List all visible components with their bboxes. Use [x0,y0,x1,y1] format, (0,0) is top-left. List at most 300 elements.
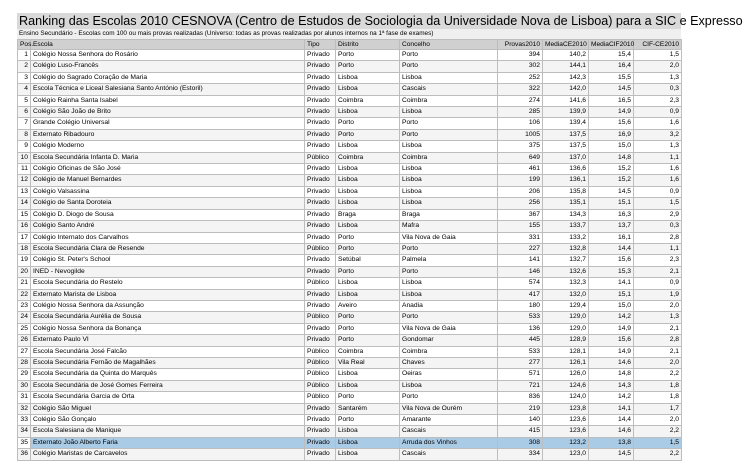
cell-distrito[interactable]: Setúbal [336,255,400,266]
cell-media-cif[interactable]: 16,3 [589,209,634,220]
cell-pos[interactable]: 26 [18,335,31,346]
cell-provas[interactable]: 140 [498,415,543,426]
table-row[interactable] [18,84,682,95]
table-row[interactable] [18,266,682,277]
cell-distrito[interactable]: Porto [336,232,400,243]
cell-provas[interactable]: 322 [498,84,543,95]
cell-provas[interactable]: 533 [498,346,543,357]
cell-distrito[interactable]: Porto [336,243,400,254]
cell-media-ce[interactable]: 129,4 [543,300,589,311]
cell-cif-ce[interactable]: 0,9 [634,186,682,197]
cell-tipo[interactable]: Privado [305,141,336,152]
cell-cif-ce[interactable]: 1,6 [634,164,682,175]
cell-pos[interactable]: 36 [18,449,31,460]
cell-media-cif[interactable]: 16,9 [589,129,634,140]
cell-media-ce[interactable]: 133,2 [543,232,589,243]
cell-cif-ce[interactable]: 0,3 [634,84,682,95]
cell-provas[interactable]: 219 [498,403,543,414]
table-row[interactable] [18,357,682,368]
cell-pos[interactable]: 6 [18,107,31,118]
table-row[interactable] [18,403,682,414]
cell-media-cif[interactable]: 14,5 [589,84,634,95]
cell-media-cif[interactable]: 14,8 [589,152,634,163]
cell-escola[interactable]: Escola Secundária José Falcão [31,346,305,357]
table-row[interactable] [18,289,682,300]
cell-concelho[interactable]: Porto [400,50,498,61]
cell-concelho[interactable]: Oeiras [400,369,498,380]
cell-media-ce[interactable]: 137,5 [543,141,589,152]
cell-provas[interactable]: 302 [498,61,543,72]
cell-cif-ce[interactable]: 1,5 [634,50,682,61]
cell-concelho[interactable]: Amarante [400,415,498,426]
cell-cif-ce[interactable]: 1,5 [634,437,682,448]
cell-media-ce[interactable]: 142,0 [543,84,589,95]
cell-tipo[interactable]: Privado [305,415,336,426]
cell-media-ce[interactable]: 144,1 [543,61,589,72]
cell-distrito[interactable]: Lisboa [336,107,400,118]
cell-concelho[interactable]: Lisboa [400,380,498,391]
table-row[interactable] [18,415,682,426]
cell-media-ce[interactable]: 129,0 [543,312,589,323]
cell-media-ce[interactable]: 123,6 [543,415,589,426]
cell-cif-ce[interactable]: 1,1 [634,243,682,254]
cell-escola[interactable]: Colégio St. Peter's School [31,255,305,266]
cell-provas[interactable]: 445 [498,335,543,346]
header-distrito[interactable]: Distrito [336,40,400,50]
cell-distrito[interactable]: Lisboa [336,380,400,391]
cell-provas[interactable]: 836 [498,392,543,403]
cell-distrito[interactable]: Lisboa [336,141,400,152]
cell-tipo[interactable]: Privado [305,95,336,106]
cell-media-ce[interactable]: 124,0 [543,392,589,403]
cell-provas[interactable]: 285 [498,107,543,118]
cell-provas[interactable]: 252 [498,72,543,83]
cell-distrito[interactable]: Braga [336,209,400,220]
cell-media-ce[interactable]: 132,0 [543,289,589,300]
cell-distrito[interactable]: Vila Real [336,357,400,368]
cell-cif-ce[interactable]: 2,1 [634,266,682,277]
cell-media-cif[interactable]: 14,1 [589,403,634,414]
cell-concelho[interactable]: Palmela [400,255,498,266]
cell-distrito[interactable]: Porto [336,118,400,129]
header-media-cif[interactable]: MediaCIF2010 [589,40,634,50]
cell-concelho[interactable]: Lisboa [400,289,498,300]
cell-pos[interactable]: 17 [18,232,31,243]
cell-provas[interactable]: 394 [498,50,543,61]
table-row[interactable] [18,118,682,129]
cell-pos[interactable]: 5 [18,95,31,106]
cell-media-ce[interactable]: 132,6 [543,266,589,277]
cell-media-cif[interactable]: 15,4 [589,50,634,61]
cell-tipo[interactable]: Privado [305,232,336,243]
cell-media-cif[interactable]: 15,1 [589,289,634,300]
cell-provas[interactable]: 331 [498,232,543,243]
cell-pos[interactable]: 19 [18,255,31,266]
table-row[interactable] [18,392,682,403]
table-row[interactable] [18,129,682,140]
cell-tipo[interactable]: Privado [305,437,336,448]
cell-tipo[interactable]: Público [305,278,336,289]
cell-concelho[interactable]: Lisboa [400,198,498,209]
header-cif-ce[interactable]: CIF-CE2010 [634,40,682,50]
cell-tipo[interactable]: Privado [305,72,336,83]
cell-tipo[interactable]: Privado [305,209,336,220]
cell-cif-ce[interactable]: 0,9 [634,278,682,289]
cell-provas[interactable]: 146 [498,266,543,277]
cell-media-cif[interactable]: 13,8 [589,437,634,448]
cell-media-ce[interactable]: 132,7 [543,255,589,266]
cell-tipo[interactable]: Público [305,243,336,254]
cell-provas[interactable]: 256 [498,198,543,209]
cell-media-ce[interactable]: 123,2 [543,437,589,448]
cell-provas[interactable]: 180 [498,300,543,311]
cell-provas[interactable]: 155 [498,221,543,232]
cell-pos[interactable]: 13 [18,186,31,197]
cell-distrito[interactable]: Lisboa [336,84,400,95]
cell-cif-ce[interactable]: 2,1 [634,346,682,357]
header-escola[interactable]: Escola [31,40,305,50]
cell-concelho[interactable]: Chaves [400,357,498,368]
cell-pos[interactable]: 21 [18,278,31,289]
cell-pos[interactable]: 32 [18,403,31,414]
cell-concelho[interactable]: Coimbra [400,152,498,163]
cell-escola[interactable]: Colégio D. Diogo de Sousa [31,209,305,220]
cell-concelho[interactable]: Porto [400,243,498,254]
cell-distrito[interactable]: Porto [336,323,400,334]
cell-provas[interactable]: 533 [498,312,543,323]
cell-media-cif[interactable]: 14,9 [589,107,634,118]
header-tipo[interactable]: Tipo [305,40,336,50]
cell-escola[interactable]: Colégio Nossa Senhora da Assunção [31,300,305,311]
cell-media-ce[interactable]: 141,6 [543,95,589,106]
cell-media-ce[interactable]: 142,3 [543,72,589,83]
cell-distrito[interactable]: Porto [336,50,400,61]
cell-escola[interactable]: Externato Marista de Lisboa [31,289,305,300]
cell-cif-ce[interactable]: 1,5 [634,198,682,209]
cell-media-cif[interactable]: 14,5 [589,186,634,197]
cell-distrito[interactable]: Porto [336,415,400,426]
cell-escola[interactable]: Colégio do Sagrado Coração de Maria [31,72,305,83]
cell-cif-ce[interactable]: 2,1 [634,323,682,334]
cell-cif-ce[interactable]: 2,0 [634,415,682,426]
cell-pos[interactable]: 1 [18,50,31,61]
cell-distrito[interactable]: Lisboa [336,72,400,83]
cell-escola[interactable]: Escola Secundária da Quinta do Marquês [31,369,305,380]
cell-tipo[interactable]: Privado [305,50,336,61]
cell-escola[interactable]: Externato João Alberto Faria [31,437,305,448]
cell-provas[interactable]: 571 [498,369,543,380]
cell-escola[interactable]: Grande Colégio Universal [31,118,305,129]
cell-pos[interactable]: 30 [18,380,31,391]
cell-media-ce[interactable]: 135,8 [543,186,589,197]
cell-media-ce[interactable]: 128,9 [543,335,589,346]
cell-provas[interactable]: 141 [498,255,543,266]
cell-escola[interactable]: Colégio Moderno [31,141,305,152]
cell-provas[interactable]: 199 [498,175,543,186]
cell-escola[interactable]: Colégio Valsassina [31,186,305,197]
cell-provas[interactable]: 574 [498,278,543,289]
cell-media-ce[interactable]: 126,1 [543,357,589,368]
cell-distrito[interactable]: Lisboa [336,198,400,209]
cell-cif-ce[interactable]: 2,9 [634,209,682,220]
cell-pos[interactable]: 18 [18,243,31,254]
cell-tipo[interactable]: Privado [305,403,336,414]
cell-escola[interactable]: Escola Técnica e Liceal Salesiana Santo António (Estoril) [31,84,305,95]
cell-concelho[interactable]: Cascais [400,426,498,437]
cell-distrito[interactable]: Lisboa [336,186,400,197]
cell-concelho[interactable]: Vila Nova de Gaia [400,232,498,243]
cell-provas[interactable]: 227 [498,243,543,254]
cell-tipo[interactable]: Privado [305,118,336,129]
table-row[interactable] [18,437,682,448]
cell-tipo[interactable]: Privado [305,164,336,175]
cell-escola[interactable]: Colégio de Santa Doroteia [31,198,305,209]
cell-media-ce[interactable]: 139,4 [543,118,589,129]
cell-cif-ce[interactable]: 0,3 [634,221,682,232]
cell-media-ce[interactable]: 140,2 [543,50,589,61]
cell-distrito[interactable]: Lisboa [336,221,400,232]
cell-media-cif[interactable]: 15,6 [589,255,634,266]
cell-concelho[interactable]: Lisboa [400,278,498,289]
cell-media-cif[interactable]: 13,7 [589,221,634,232]
cell-pos[interactable]: 35 [18,437,31,448]
cell-media-cif[interactable]: 16,1 [589,232,634,243]
table-row[interactable] [18,380,682,391]
cell-cif-ce[interactable]: 2,0 [634,357,682,368]
cell-pos[interactable]: 34 [18,426,31,437]
cell-concelho[interactable]: Coimbra [400,346,498,357]
cell-concelho[interactable]: Porto [400,392,498,403]
cell-cif-ce[interactable]: 1,3 [634,72,682,83]
cell-media-cif[interactable]: 16,4 [589,61,634,72]
cell-cif-ce[interactable]: 1,3 [634,141,682,152]
cell-media-ce[interactable]: 129,0 [543,323,589,334]
cell-concelho[interactable]: Porto [400,118,498,129]
cell-distrito[interactable]: Santarém [336,403,400,414]
cell-escola[interactable]: INED - Nevogilde [31,266,305,277]
cell-cif-ce[interactable]: 1,6 [634,175,682,186]
cell-provas[interactable]: 375 [498,141,543,152]
cell-concelho[interactable]: Lisboa [400,186,498,197]
table-row[interactable] [18,335,682,346]
cell-cif-ce[interactable]: 1,3 [634,312,682,323]
cell-escola[interactable]: Externato Ribadouro [31,129,305,140]
cell-escola[interactable]: Escola Secundária de José Gomes Ferreira [31,380,305,391]
cell-concelho[interactable]: Lisboa [400,72,498,83]
cell-tipo[interactable]: Privado [305,186,336,197]
header-media-ce[interactable]: MediaCE2010 [543,40,589,50]
cell-media-cif[interactable]: 16,5 [589,95,634,106]
header-pos[interactable]: Pos. [18,40,31,50]
cell-cif-ce[interactable]: 2,0 [634,61,682,72]
cell-cif-ce[interactable]: 1,9 [634,289,682,300]
cell-provas[interactable]: 649 [498,152,543,163]
cell-distrito[interactable]: Coimbra [336,152,400,163]
cell-media-cif[interactable]: 15,0 [589,300,634,311]
cell-media-cif[interactable]: 15,2 [589,175,634,186]
table-row[interactable] [18,107,682,118]
cell-provas[interactable]: 334 [498,449,543,460]
cell-media-cif[interactable]: 14,1 [589,278,634,289]
table-row[interactable] [18,50,682,61]
cell-escola[interactable]: Escola Secundária Clara de Resende [31,243,305,254]
table-row[interactable] [18,152,682,163]
cell-distrito[interactable]: Coimbra [336,346,400,357]
cell-distrito[interactable]: Aveiro [336,300,400,311]
table-row[interactable] [18,232,682,243]
table-row[interactable] [18,175,682,186]
cell-escola[interactable]: Externato Paulo VI [31,335,305,346]
cell-distrito[interactable]: Porto [336,392,400,403]
header-provas[interactable]: Provas2010 [498,40,543,50]
cell-media-ce[interactable]: 134,3 [543,209,589,220]
cell-pos[interactable]: 12 [18,175,31,186]
cell-concelho[interactable]: Arruda dos Vinhos [400,437,498,448]
cell-pos[interactable]: 20 [18,266,31,277]
cell-tipo[interactable]: Privado [305,198,336,209]
table-row[interactable] [18,255,682,266]
table-row[interactable] [18,209,682,220]
cell-distrito[interactable]: Lisboa [336,164,400,175]
cell-escola[interactable]: Colégio Internato dos Carvalhos [31,232,305,243]
cell-tipo[interactable]: Privado [305,175,336,186]
cell-provas[interactable]: 1005 [498,129,543,140]
cell-escola[interactable]: Colégio São João de Brito [31,107,305,118]
cell-tipo[interactable]: Privado [305,323,336,334]
cell-tipo[interactable]: Privado [305,255,336,266]
cell-escola[interactable]: Colégio Luso-Francês [31,61,305,72]
cell-provas[interactable]: 367 [498,209,543,220]
cell-concelho[interactable]: Cascais [400,449,498,460]
cell-pos[interactable]: 27 [18,346,31,357]
table-row[interactable] [18,61,682,72]
cell-escola[interactable]: Colégio Nossa Senhora do Rosário [31,50,305,61]
cell-pos[interactable]: 4 [18,84,31,95]
cell-media-ce[interactable]: 126,0 [543,369,589,380]
cell-tipo[interactable]: Privado [305,107,336,118]
table-row[interactable] [18,186,682,197]
cell-media-cif[interactable]: 15,5 [589,72,634,83]
cell-distrito[interactable]: Lisboa [336,369,400,380]
cell-pos[interactable]: 28 [18,357,31,368]
cell-escola[interactable]: Colégio Rainha Santa Isabel [31,95,305,106]
table-row[interactable] [18,72,682,83]
cell-media-ce[interactable]: 136,6 [543,164,589,175]
cell-escola[interactable]: Colégio São Miguel [31,403,305,414]
cell-tipo[interactable]: Público [305,380,336,391]
cell-concelho[interactable]: Braga [400,209,498,220]
cell-distrito[interactable]: Coimbra [336,95,400,106]
cell-tipo[interactable]: Público [305,346,336,357]
cell-concelho[interactable]: Mafra [400,221,498,232]
cell-tipo[interactable]: Privado [305,426,336,437]
cell-escola[interactable]: Escola Secundária Garcia de Orta [31,392,305,403]
cell-escola[interactable]: Escola Secundária Infanta D. Maria [31,152,305,163]
cell-cif-ce[interactable]: 2,0 [634,300,682,311]
cell-cif-ce[interactable]: 2,8 [634,232,682,243]
cell-media-ce[interactable]: 139,9 [543,107,589,118]
cell-media-ce[interactable]: 132,8 [543,243,589,254]
cell-cif-ce[interactable]: 2,2 [634,426,682,437]
cell-concelho[interactable]: Lisboa [400,175,498,186]
cell-media-ce[interactable]: 132,3 [543,278,589,289]
cell-concelho[interactable]: Vila Nova de Ourém [400,403,498,414]
cell-pos[interactable]: 15 [18,209,31,220]
cell-tipo[interactable]: Privado [305,61,336,72]
cell-media-cif[interactable]: 15,1 [589,198,634,209]
cell-media-cif[interactable]: 15,3 [589,266,634,277]
cell-pos[interactable]: 29 [18,369,31,380]
cell-distrito[interactable]: Lisboa [336,437,400,448]
cell-provas[interactable]: 136 [498,323,543,334]
table-row[interactable] [18,141,682,152]
cell-distrito[interactable]: Lisboa [336,289,400,300]
cell-provas[interactable]: 461 [498,164,543,175]
cell-distrito[interactable]: Porto [336,335,400,346]
cell-cif-ce[interactable]: 2,2 [634,369,682,380]
cell-tipo[interactable]: Público [305,152,336,163]
cell-media-cif[interactable]: 15,6 [589,335,634,346]
cell-tipo[interactable]: Público [305,312,336,323]
cell-provas[interactable]: 206 [498,186,543,197]
cell-escola[interactable]: Escola Secundária Fernão de Magalhães [31,357,305,368]
cell-cif-ce[interactable]: 3,2 [634,129,682,140]
cell-media-ce[interactable]: 133,7 [543,221,589,232]
cell-provas[interactable]: 274 [498,95,543,106]
cell-media-cif[interactable]: 14,9 [589,346,634,357]
cell-concelho[interactable]: Coimbra [400,95,498,106]
cell-media-ce[interactable]: 136,1 [543,175,589,186]
cell-escola[interactable]: Colégio Maristas de Carcavelos [31,449,305,460]
cell-escola[interactable]: Colégio São Gonçalo [31,415,305,426]
cell-escola[interactable]: Colégio Nossa Senhora da Bonança [31,323,305,334]
cell-distrito[interactable]: Lisboa [336,426,400,437]
cell-provas[interactable]: 106 [498,118,543,129]
cell-pos[interactable]: 8 [18,129,31,140]
cell-distrito[interactable]: Porto [336,312,400,323]
cell-cif-ce[interactable]: 1,6 [634,118,682,129]
cell-tipo[interactable]: Privado [305,335,336,346]
cell-concelho[interactable]: Porto [400,61,498,72]
cell-tipo[interactable]: Privado [305,300,336,311]
cell-cif-ce[interactable]: 2,8 [634,335,682,346]
cell-media-ce[interactable]: 137,0 [543,152,589,163]
cell-pos[interactable]: 14 [18,198,31,209]
cell-escola[interactable]: Colégio Oficinas de São José [31,164,305,175]
cell-tipo[interactable]: Público [305,392,336,403]
cell-concelho[interactable]: Porto [400,266,498,277]
table-row[interactable] [18,323,682,334]
cell-cif-ce[interactable]: 2,3 [634,255,682,266]
cell-cif-ce[interactable]: 1,8 [634,380,682,391]
cell-tipo[interactable]: Privado [305,221,336,232]
cell-cif-ce[interactable]: 0,9 [634,107,682,118]
cell-tipo[interactable]: Privado [305,84,336,95]
cell-concelho[interactable]: Cascais [400,84,498,95]
cell-media-ce[interactable]: 123,0 [543,449,589,460]
cell-media-ce[interactable]: 128,1 [543,346,589,357]
cell-media-cif[interactable]: 14,4 [589,243,634,254]
table-row[interactable] [18,198,682,209]
cell-tipo[interactable]: Privado [305,289,336,300]
cell-cif-ce[interactable]: 2,3 [634,95,682,106]
cell-media-cif[interactable]: 14,2 [589,312,634,323]
cell-pos[interactable]: 22 [18,289,31,300]
cell-media-cif[interactable]: 15,0 [589,141,634,152]
cell-provas[interactable]: 308 [498,437,543,448]
table-row[interactable] [18,95,682,106]
cell-cif-ce[interactable]: 1,8 [634,392,682,403]
